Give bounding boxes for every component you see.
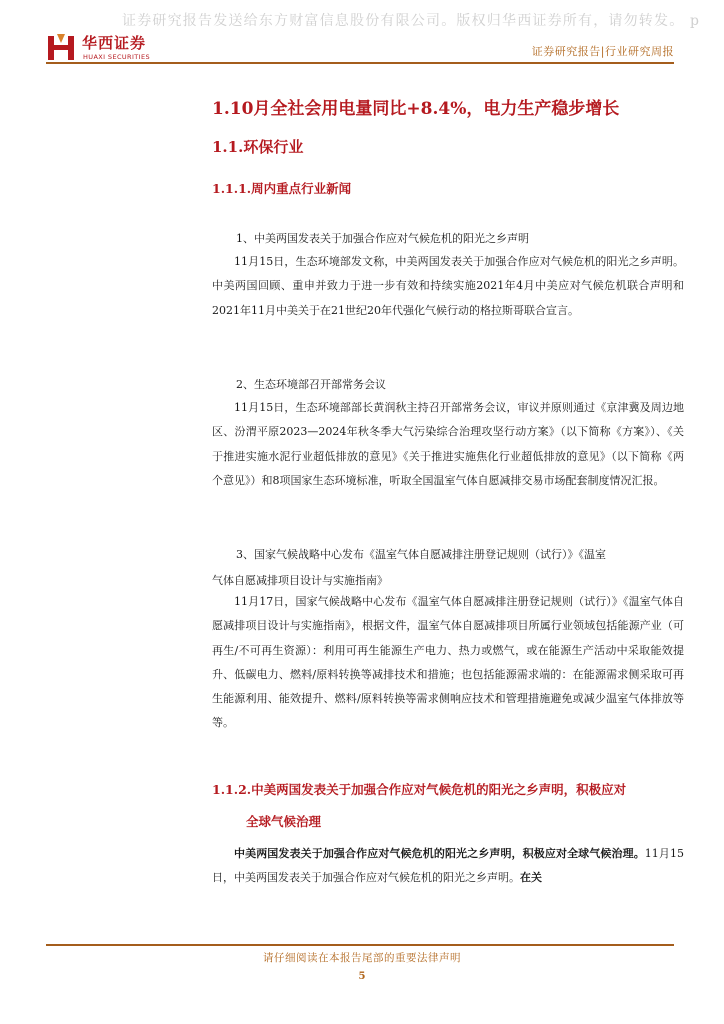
report-type-label: 证券研究报告|行业研究周报 (531, 45, 674, 58)
section-heading-1-1: 1.1.环保行业 (212, 138, 304, 156)
summary-trail: 在关 (520, 871, 542, 885)
news-item-3-body: 11月17日，国家气候战略中心发布《温室气体自愿减排注册登记规则（试行）》《温室气体自愿减排项目设计与实施指南》，根据文件，温室气体自愿减排项目所属行业领域包括能源产业（可再生/不可再生资源）：利用可再生能源生产电力、热力或燃气，或在能源生产活动中采取能效提升、低碳电力、燃料/原料转换等减排技术和措施；也包括能源需求端的：在能源需求侧采取可再生能源利用、能效提升、燃料/原料转换等需求侧响应技术和管理措施避免或减少温室气体排放等等。 (212, 595, 684, 730)
legal-disclaimer-link: 请仔细阅读在本报告尾部的重要法律声明 (263, 952, 461, 964)
news-item-3-title-line1: 3、国家气候战略中心发布《温室气体自愿减排注册登记规则（试行）》《温室 (236, 548, 606, 561)
news-item-1-title: 1、中美两国发表关于加强合作应对气候危机的阳光之乡声明 (236, 232, 529, 245)
heading-number: 1.1.2. (212, 782, 252, 797)
news-item-1-body: 11月15日，生态环境部发文称，中美两国发表关于加强合作应对气候危机的阳光之乡声明。中美两国回顾、重申并致力于进一步有效和持续实施2021年4月中美应对气候危机联合声明和2021年11月中美关于在21世纪20年代强化气候行动的格拉斯哥联合宣言。 (212, 255, 684, 317)
page-number: 5 (358, 971, 366, 982)
logo-name-en: HUAXI SECURITIES (83, 53, 151, 61)
news-item-2-body: 11月15日，生态环境部部长黄润秋主持召开部常务会议，审议并原则通过《京津冀及周边地区、汾渭平原2023—2024年秋冬季大气污染综合治理攻坚行动方案》（以下简称《方案》）、《关于推进实施水泥行业超低排放的意见》《关于推进实施焦化行业超低排放的意见》（以下简称《两个意见》）和8项国家生态环境标准，听取全国温室气体自愿减排交易市场配套制度情况汇报。 (212, 401, 684, 487)
summary-paragraph (212, 842, 684, 891)
summary-lead: 中美两国发表关于加强合作应对气候危机的阳光之乡声明，积极应对全球气候治理。 (234, 847, 645, 860)
watermark-text: 证券研究报告发送给东方财富信息股份有限公司。版权归华西证券所有，请勿转发。 p (122, 13, 701, 29)
summary-text: 11月15日，中美两国发表关于加强合作应对气候危机的阳光之乡声明。 (212, 847, 684, 885)
footer-divider (46, 944, 674, 946)
heading-line-1: 中美两国发表关于加强合作应对气候危机的阳光之乡声明，积极应对 (251, 782, 627, 797)
header-divider (46, 62, 674, 64)
section-heading-1-1-2 (212, 774, 688, 838)
section-heading-1-1-1: 1.1.1.周内重点行业新闻 (212, 181, 352, 196)
logo-name-cn: 华西证券 (82, 34, 147, 52)
company-logo (46, 30, 166, 66)
section-heading-1: 1.10月全社会用电量同比+8.4%，电力生产稳步增长 (212, 99, 620, 119)
huaxi-logo-icon (46, 32, 76, 62)
news-item-3-title-line2: 气体自愿减排项目设计与实施指南》 (212, 574, 388, 587)
news-item-2-title: 2、生态环境部召开部常务会议 (236, 378, 386, 391)
heading-line-2: 全球气候治理 (246, 814, 322, 829)
